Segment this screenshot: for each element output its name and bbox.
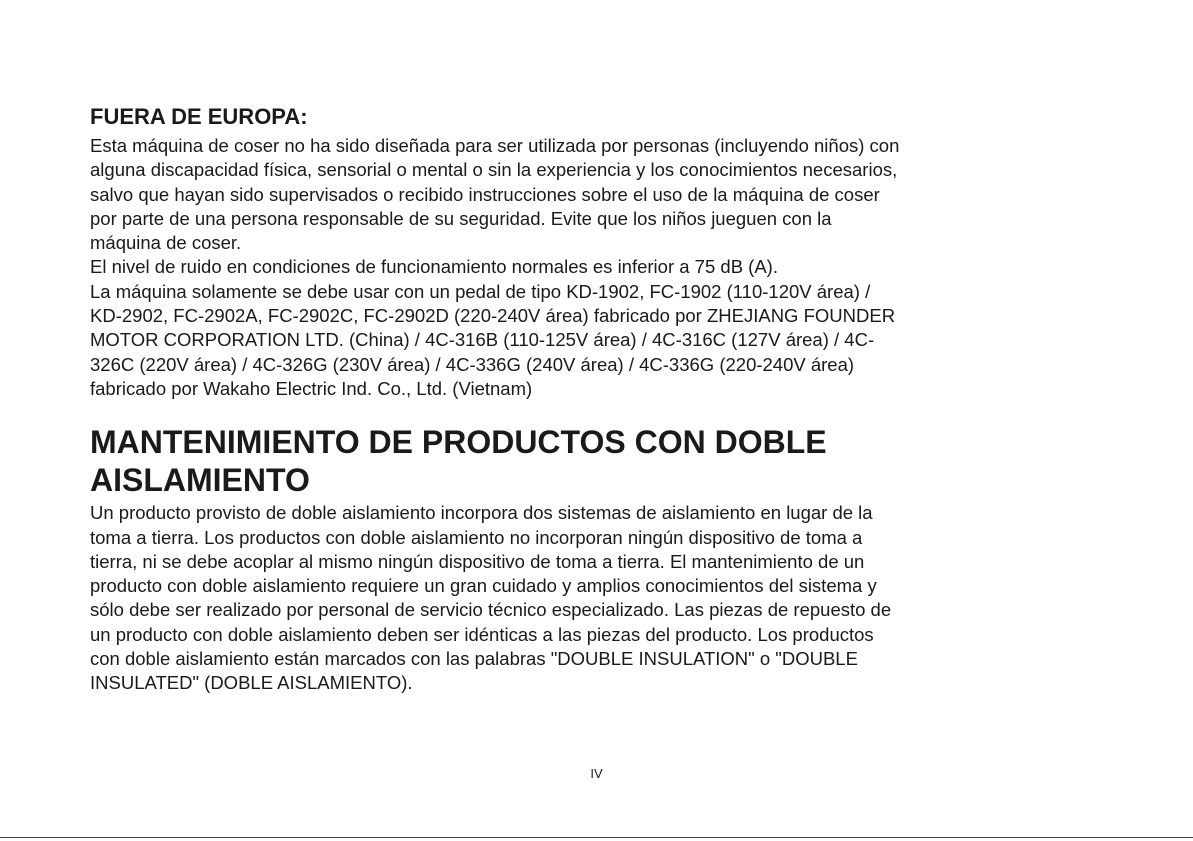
text-line: MOTOR CORPORATION LTD. (China) / 4C-316B (110-125V área) / 4C-316C (127V área) / 4C- xyxy=(90,329,875,351)
text-line: KD-2902, FC-2902A, FC-2902C, FC-2902D (220-240V área) fabricado por ZHEJIANG FOUNDER xyxy=(90,305,896,327)
text-line: tierra, ni se debe acoplar al mismo ningún dispositivo de toma a tierra. El mantenimiento de un xyxy=(90,550,865,572)
section-body-double-insulation xyxy=(90,501,1110,695)
text-line: La máquina solamente se debe usar con un pedal de tipo KD-1902, FC-1902 (110-120V área) / xyxy=(90,280,871,302)
text-line: producto con doble aislamiento requiere un gran cuidado y amplios conocimientos del sistema y xyxy=(90,575,877,597)
text-line: Esta máquina de coser no ha sido diseñada para ser utilizada por personas (incluyendo niños) con xyxy=(90,135,900,156)
section-heading-outside-europe: FUERA DE EUROPA: xyxy=(90,104,308,129)
text-line: Un producto provisto de doble aislamiento incorpora dos sistemas de aislamiento en lugar de la xyxy=(90,502,873,524)
text-line: con doble aislamiento están marcados con las palabras "DOUBLE INSULATION" o "DOUBLE xyxy=(90,648,858,670)
section-double-insulation xyxy=(90,423,1110,695)
heading-line: MANTENIMIENTO DE PRODUCTOS CON DOBLE xyxy=(90,424,827,461)
text-line: INSULATED" (DOBLE AISLAMIENTO). xyxy=(90,672,413,694)
text-line: un producto con doble aislamiento deben ser idénticas a las piezas del producto. Los productos xyxy=(90,623,874,645)
text-line: salvo que hayan sido supervisados o recibido instrucciones sobre el uso de la máquina de coser xyxy=(90,183,880,205)
text-line: máquina de coser. xyxy=(90,232,242,254)
text-line: El nivel de ruido en condiciones de funcionamiento normales es inferior a 75 dB (A). xyxy=(90,256,778,278)
text-line: sólo debe ser realizado por personal de servicio técnico especializado. Las piezas de repuesto de xyxy=(90,599,892,621)
section-heading-double-insulation xyxy=(90,423,1110,499)
text-line: por parte de una persona responsable de su seguridad. Evite que los niños jueguen con la xyxy=(90,207,832,229)
document-page xyxy=(90,104,1110,696)
section-outside-europe xyxy=(90,104,1110,401)
section-body-outside-europe xyxy=(90,134,1110,401)
heading-line: AISLAMIENTO xyxy=(90,462,310,499)
text-line: fabricado por Wakaho Electric Ind. Co., Ltd. (Vietnam) xyxy=(90,377,533,399)
text-line: 326C (220V área) / 4C-326G (230V área) / 4C-336G (240V área) / 4C-336G (220-240V área) xyxy=(90,353,855,375)
text-line: toma a tierra. Los productos con doble aislamiento no incorporan ningún dispositivo de toma a xyxy=(90,526,863,548)
bottom-divider xyxy=(0,837,1193,838)
text-line: alguna discapacidad física, sensorial o mental o sin la experiencia y los conocimientos necesarios, xyxy=(90,159,898,181)
page-number: IV xyxy=(590,766,603,781)
